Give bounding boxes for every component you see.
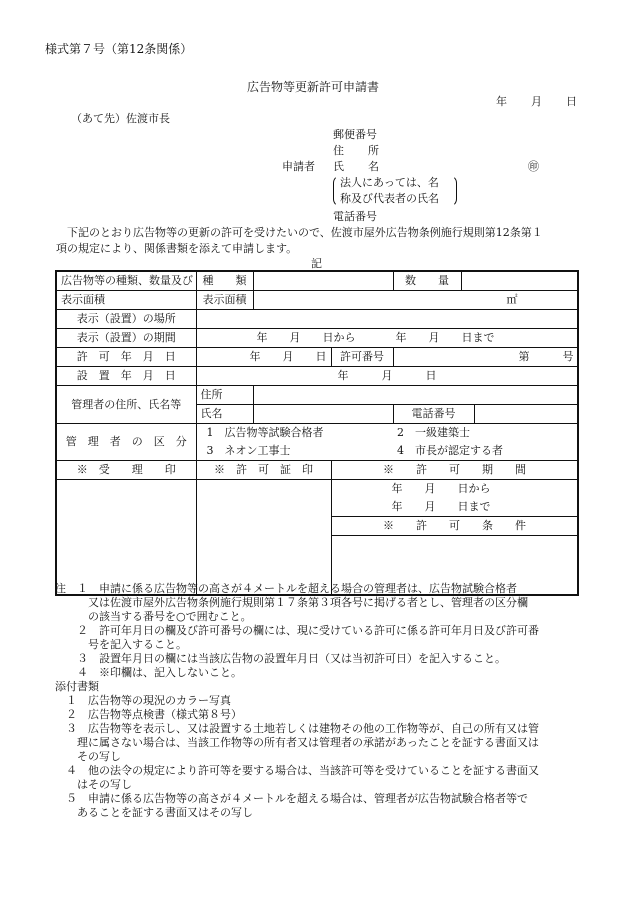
kind-field[interactable] — [253, 271, 393, 291]
permit-date-label: 許 可 年 月 日 — [56, 348, 196, 367]
manager-name-field[interactable] — [253, 405, 393, 424]
permit-cert-area — [196, 480, 331, 596]
attachment-line: ４ 他の法令の規定により許可等を要する場合は、当該許可等を受けていることを証する書面又 — [55, 764, 539, 777]
permit-no-field[interactable]: 第 号 — [393, 348, 578, 367]
note-line: 又は佐渡市屋外広告物条例施行規則第１７条第３項各号に掲げる者とし、管理者の区分欄 — [55, 596, 528, 609]
date-day: 日 — [566, 95, 577, 108]
place-label: 表示（設置）の場所 — [56, 310, 196, 329]
period-field[interactable] — [196, 329, 578, 348]
attachment-line: １ 広告物等の現況のカラー写真 — [55, 694, 231, 707]
period-from: 年 月 日から — [256, 331, 356, 344]
type-quantity-label: 広告物等の種類、数量及び — [56, 271, 196, 291]
application-table — [55, 270, 579, 596]
corp-note-line1: 法人にあっては、名 — [340, 176, 439, 189]
attachment-line: ２ 広告物等点検書（様式第８号） — [55, 708, 242, 721]
seal-mark: ㊞ — [528, 160, 539, 173]
permit-no-label: 許可番号 — [331, 348, 393, 367]
area-label: 表示面積 — [196, 291, 253, 310]
kind-label: 種 類 — [196, 271, 253, 291]
attachment-line: はその写し — [55, 778, 132, 791]
permit-date-field[interactable]: 年 月 日 — [196, 348, 331, 367]
type-quantity-label-2: 表示面積 — [56, 291, 196, 310]
period-label: 表示（設置）の期間 — [56, 329, 196, 348]
place-field[interactable] — [196, 310, 578, 329]
attachment-line: ３ 広告物等を表示し、又は設置する土地若しくは建物その他の工作物等が、自己の所有又は管 — [55, 722, 539, 735]
body-line-2: 項の規定により、関係書類を添えて申請します。 — [56, 242, 298, 255]
notes-section — [55, 582, 585, 820]
page-title: 広告物等更新許可申請書 — [247, 80, 380, 94]
quantity-label: 数 量 — [393, 271, 461, 291]
corp-note-line2: 称及び代表者の氏名 — [340, 192, 439, 205]
permit-period-to: 年 月 日まで — [331, 498, 578, 517]
attachments-heading: 添付書類 — [55, 680, 99, 693]
addressee: （あて先）佐渡市長 — [71, 112, 170, 125]
manager-addr-field[interactable] — [253, 386, 578, 405]
address-label-2: 所 — [368, 144, 379, 157]
body-line-1: 下記のとおり広告物等の更新の許可を受けたいので、佐渡市屋外広告物条例施行規則第12条第１ — [67, 226, 543, 239]
form-number: 様式第７号（第12条関係） — [45, 42, 193, 56]
manager-phone-label: 電話番号 — [393, 405, 474, 424]
class-option-3[interactable]: 3 ネオン工事士 — [196, 442, 393, 461]
note-line: 注 １ 申請に係る広告物等の高さが４メートルを超える場合の管理者は、広告物試験合格者 — [55, 582, 517, 595]
permit-period-label: ※ 許 可 期 間 — [331, 461, 578, 480]
note-line: ４ ※印欄は、記入しないこと。 — [55, 666, 242, 679]
permit-cert-label: ※ 許 可 証 印 — [196, 461, 331, 480]
note-line: ２ 許可年月日の欄及び許可番号の欄には、現に受けている許可に係る許可年月日及び許可番 — [55, 624, 539, 637]
attachment-line: 理に属さない場合は、当該工作物等の所有者又は管理者の承諾があったことを証する書面又は — [55, 736, 539, 749]
address-label: 住 — [333, 144, 344, 157]
install-date-field[interactable]: 年 月 日 — [196, 367, 578, 386]
note-line: ３ 設置年月日の欄には当該広告物の設置年月日（又は当初許可日）を記入すること。 — [55, 652, 506, 665]
period-to: 年 月 日まで — [395, 331, 495, 344]
note-line: 号を記入すること。 — [55, 638, 187, 651]
ki-label: 記 — [311, 257, 322, 270]
attachment-line: あることを証する書面又はその写し — [55, 806, 253, 819]
name-label-2: 名 — [368, 160, 379, 173]
install-date-label: 設 置 年 月 日 — [56, 367, 196, 386]
phone-label: 電話番号 — [333, 210, 377, 223]
area-field[interactable]: ㎡ — [253, 291, 578, 310]
manager-addr-label: 管理者の住所、氏名等 — [56, 386, 196, 424]
manager-class-label: 管 理 者 の 区 分 — [56, 424, 196, 461]
permit-cond-label: ※ 許 可 条 件 — [331, 517, 578, 536]
receipt-stamp-area — [56, 480, 196, 596]
note-line: の該当する番号を○で囲むこと。 — [55, 610, 252, 623]
manager-addr-sub-label: 住所 — [196, 386, 253, 405]
attachment-line: ５ 申請に係る広告物等の高さが４メートルを超える場合は、管理者が広告物試験合格者等で — [55, 792, 528, 805]
name-label: 氏 — [333, 160, 344, 173]
postal-label: 郵便番号 — [333, 128, 377, 141]
attachment-line: その写し — [55, 750, 121, 763]
class-option-2[interactable]: 2 一級建築士 — [393, 424, 578, 443]
quantity-field[interactable] — [461, 271, 578, 291]
date-year: 年 — [496, 95, 507, 108]
permit-period-from: 年 月 日から — [331, 480, 578, 499]
date-month: 月 — [531, 95, 542, 108]
manager-phone-field[interactable] — [474, 405, 578, 424]
manager-name-sub-label: 氏名 — [196, 405, 253, 424]
class-option-1[interactable]: 1 広告物等試験合格者 — [196, 424, 393, 443]
receipt-stamp-label: ※ 受 理 印 — [56, 461, 196, 480]
applicant-label: 申請者 — [282, 160, 315, 173]
class-option-4[interactable]: 4 市長が認定する者 — [393, 442, 578, 461]
